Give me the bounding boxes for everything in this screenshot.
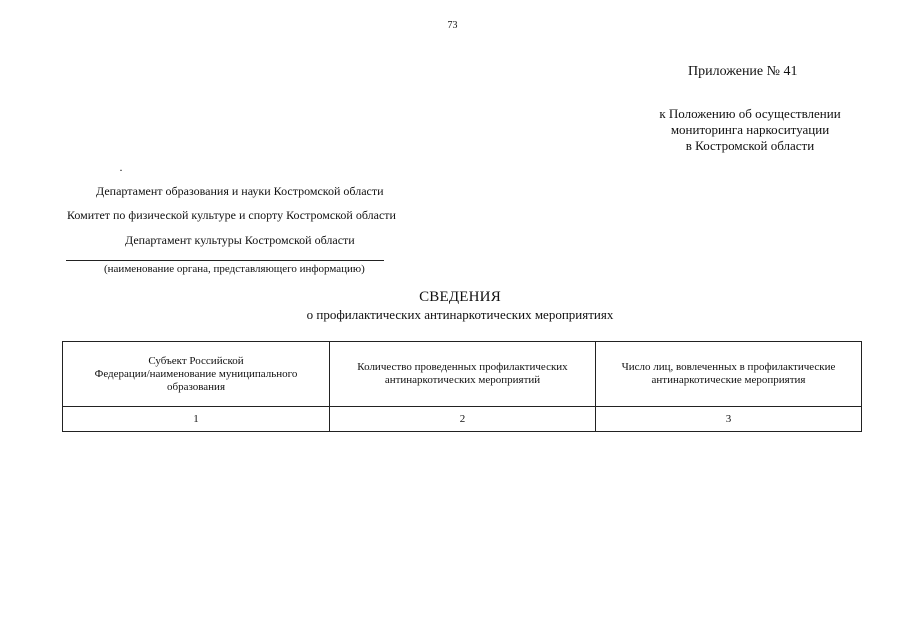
table-header-row: [63, 342, 862, 407]
appendix-reference: к Положению об осуществлении мониторинга наркоситуации в Костромской области: [659, 106, 841, 153]
organization-underline: [66, 260, 384, 261]
header-cell-participants: Число лиц, вовлеченных в профилактические антинаркотические мероприятия: [596, 342, 862, 407]
header-cell-events-count: Количество проведенных профилактических антинаркотических мероприятий: [330, 342, 596, 407]
organization-education: Департамент образования и науки Костромской области: [96, 184, 384, 198]
organization-sport: Комитет по физической культуре и спорту Костромской области: [67, 208, 396, 222]
report-table: [62, 341, 862, 432]
organization-caption: (наименование органа, представляющего информацию): [104, 263, 365, 275]
header-cell-subject: Субъект Российской Федерации/наименование муниципального образования: [63, 342, 330, 407]
table-number-row: [63, 407, 862, 432]
column-number-cell: 1: [63, 407, 330, 432]
report-title: СВЕДЕНИЯ: [419, 289, 501, 305]
column-number-cell: 3: [596, 407, 862, 432]
appendix-title: Приложение № 41: [688, 64, 798, 79]
organization-culture: Департамент культуры Костромской области: [125, 233, 355, 247]
page-number: 73: [447, 20, 458, 31]
column-number-cell: 2: [330, 407, 596, 432]
dot-mark: ·: [119, 163, 123, 177]
report-subtitle: о профилактических антинаркотических мероприятиях: [306, 307, 614, 322]
